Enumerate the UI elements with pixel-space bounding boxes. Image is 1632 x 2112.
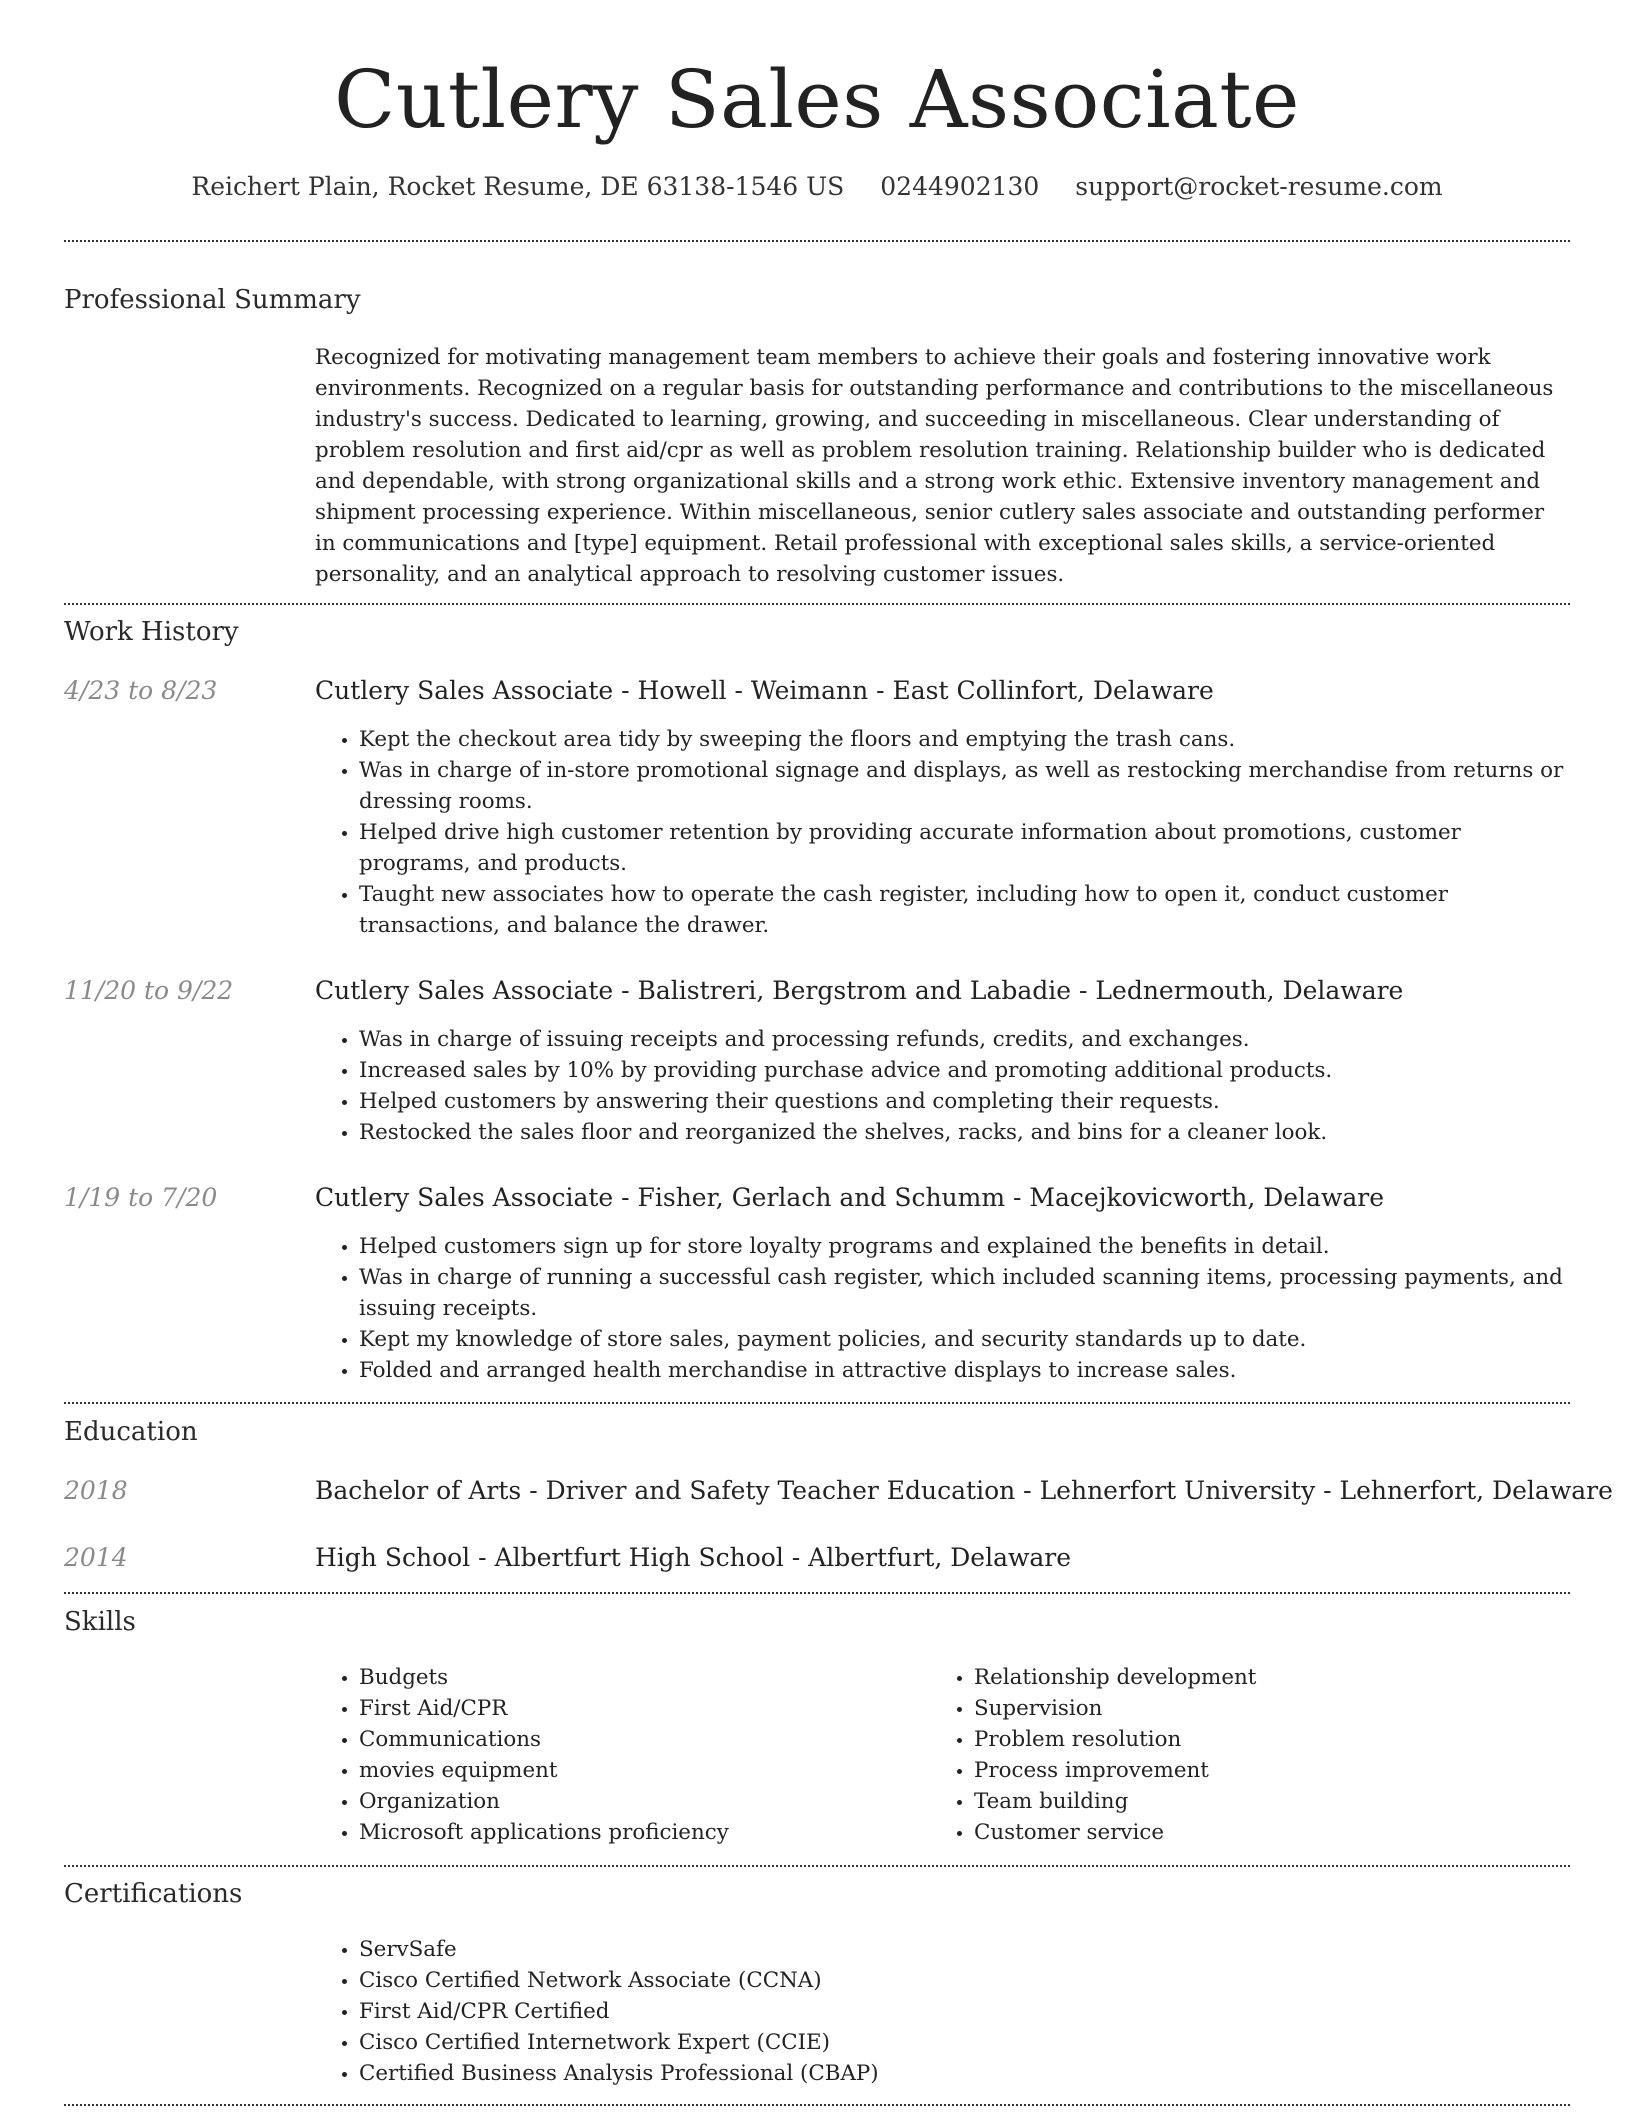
list-item: • Relationship development	[974, 1662, 1534, 1693]
section-title-work: Work History	[64, 617, 239, 647]
list-item: • movies equipment	[359, 1755, 919, 1786]
list-item: • Was in charge of in-store promotional signage and displays, as well as restocking merchandise from returns or dressing rooms.	[359, 755, 1569, 817]
certifications-list	[315, 1934, 1569, 2089]
list-item: • First Aid/CPR Certified	[359, 1996, 1569, 2027]
list-item: • Communications	[359, 1724, 919, 1755]
list-item: • Cisco Certified Internetwork Expert (CCIE)	[359, 2027, 1569, 2058]
list-item: • Problem resolution	[974, 1724, 1534, 1755]
list-item: • Taught new associates how to operate the cash register, including how to open it, conduct customer transactions, and balance the drawer.	[359, 879, 1569, 941]
list-item: • Budgets	[359, 1662, 919, 1693]
divider	[64, 1592, 1570, 1594]
list-item: • ServSafe	[359, 1934, 1569, 1965]
list-item: • Kept my knowledge of store sales, payment policies, and security standards up to date.	[359, 1324, 1569, 1355]
education-year: 2018	[64, 1476, 128, 1505]
list-item: • Restocked the sales floor and reorganized the shelves, racks, and bins for a cleaner look.	[359, 1117, 1569, 1148]
list-item: • Helped customers by answering their questions and completing their requests.	[359, 1086, 1569, 1117]
divider	[64, 603, 1570, 605]
list-item: • Was in charge of running a successful cash register, which included scanning items, processing payments, and issuing receipts.	[359, 1262, 1569, 1324]
education-year: 2014	[64, 1543, 128, 1572]
list-item: • Increased sales by 10% by providing purchase advice and promoting additional products.	[359, 1055, 1569, 1086]
list-item: • Helped customers sign up for store loyalty programs and explained the benefits in detail.	[359, 1231, 1569, 1262]
list-item: • Supervision	[974, 1693, 1534, 1724]
list-item: • First Aid/CPR	[359, 1693, 919, 1724]
job-heading: Cutlery Sales Associate - Balistreri, Bergstrom and Labadie - Lednermouth, Delaware	[315, 976, 1404, 1005]
list-item: • Team building	[974, 1786, 1534, 1817]
section-title-skills: Skills	[64, 1607, 136, 1637]
list-item: • Helped drive high customer retention by providing accurate information about promotions, customer programs, and products.	[359, 817, 1569, 879]
skills-list-right	[930, 1662, 1534, 1848]
contact-phone: 0244902130	[880, 172, 1040, 201]
job-bullets	[315, 1024, 1569, 1148]
list-item: • Microsoft applications proficiency	[359, 1817, 919, 1848]
contact-line	[64, 170, 1570, 204]
job-bullets	[315, 1231, 1569, 1386]
divider	[64, 240, 1570, 242]
job-dates: 1/19 to 7/20	[64, 1183, 218, 1212]
education-entry: Bachelor of Arts - Driver and Safety Teacher Education - Lehnerfort University - Lehnerfort, Delaware	[315, 1476, 1613, 1505]
divider	[64, 1402, 1570, 1404]
list-item: • Folded and arranged health merchandise in attractive displays to increase sales.	[359, 1355, 1569, 1386]
skills-list-left	[315, 1662, 919, 1848]
contact-email[interactable]: support@rocket-resume.com	[1075, 172, 1443, 201]
job-dates: 4/23 to 8/23	[64, 676, 218, 705]
job-heading: Cutlery Sales Associate - Fisher, Gerlach and Schumm - Macejkovicworth, Delaware	[315, 1183, 1385, 1212]
job-dates: 11/20 to 9/22	[64, 976, 234, 1005]
education-entry: High School - Albertfurt High School - Albertfurt, Delaware	[315, 1543, 1072, 1572]
job-bullets	[315, 724, 1569, 941]
section-title-summary: Professional Summary	[64, 285, 361, 315]
divider	[64, 2104, 1570, 2106]
list-item: • Organization	[359, 1786, 919, 1817]
section-title-certifications: Certifications	[64, 1879, 243, 1909]
list-item: • Certified Business Analysis Professional (CBAP)	[359, 2058, 1569, 2089]
section-title-education: Education	[64, 1417, 198, 1447]
contact-address: Reichert Plain, Rocket Resume, DE 63138-1546 US	[191, 172, 845, 201]
list-item: • Process improvement	[974, 1755, 1534, 1786]
summary-text: Recognized for motivating management team members to achieve their goals and fostering innovative work environments. Recognized on a regular basis for outstanding performance and contributions to the miscellaneous industry's success. Dedicated to learning, growing, and succeeding in miscellaneous. Clear understanding of problem resolution and first aid/cpr as well as problem resolution training. Relationship builder who is dedicated and dependable, with strong organizational skills and a strong work ethic. Extensive inventory management and shipment processing experience. Within miscellaneous, senior cutlery sales associate and outstanding performer in communications and [type] equipment. Retail professional with exceptional sales skills, a service-oriented personality, and an analytical approach to resolving customer issues.	[315, 345, 1554, 587]
list-item: • Was in charge of issuing receipts and processing refunds, credits, and exchanges.	[359, 1024, 1569, 1055]
job-heading: Cutlery Sales Associate - Howell - Weimann - East Collinfort, Delaware	[315, 676, 1214, 705]
list-item: • Kept the checkout area tidy by sweeping the floors and emptying the trash cans.	[359, 724, 1569, 755]
resume-name: Cutlery Sales Associate	[334, 53, 1300, 146]
list-item: • Customer service	[974, 1817, 1534, 1848]
divider	[64, 1865, 1570, 1867]
list-item: • Cisco Certified Network Associate (CCNA)	[359, 1965, 1569, 1996]
